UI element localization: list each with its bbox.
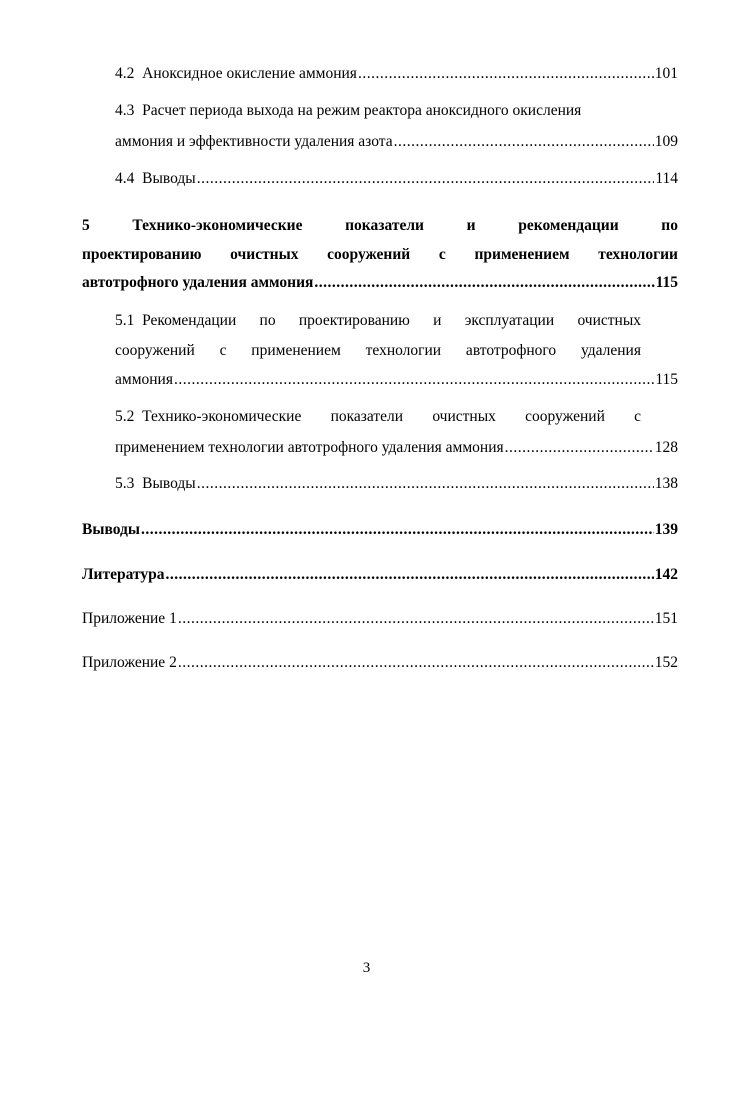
dot-leader: [165, 563, 653, 587]
toc-page-number: 128: [654, 439, 678, 456]
dot-leader: [197, 167, 655, 191]
toc-entry-title-line: применением технологии автотрофного удаления аммония: [115, 439, 504, 456]
toc-page-number: 151: [654, 610, 678, 627]
toc-entry-title-line: автотрофного удаления аммония: [82, 274, 314, 291]
toc-entry-number: 4.3: [115, 102, 135, 119]
toc-entry-number: 5.2: [115, 408, 135, 425]
toc-chapter-5-line-2: проектированию очистных сооружений с применением технологии: [82, 246, 678, 263]
page-number: 3: [362, 960, 371, 976]
dot-leader: [394, 130, 654, 154]
toc-page-number: 109: [654, 133, 678, 150]
toc-page-number: 152: [654, 654, 678, 671]
toc-entry-title-line: Рекомендации по проектированию и эксплуатации очистных: [142, 312, 641, 329]
toc-entry-number: 5.3: [115, 475, 135, 492]
toc-entry-5-2-line-2: [115, 436, 678, 460]
toc-entry-4-3-line-2: [115, 130, 678, 154]
toc-page-number: 138: [654, 475, 678, 492]
toc-entry-5-1-line-3: [115, 368, 678, 392]
toc-entry-title: Приложение 2: [82, 654, 177, 671]
dot-leader: [358, 62, 654, 86]
toc-entry-4-2: [115, 62, 678, 86]
toc-page-number: 115: [655, 274, 678, 291]
dot-leader: [141, 518, 654, 542]
toc-entry-appendix-2: [82, 651, 678, 675]
toc-entry-title: Выводы: [142, 475, 196, 492]
dot-leader: [197, 472, 654, 496]
toc-entry-number: 5.1: [115, 312, 135, 329]
toc-entry-conclusions: [82, 518, 678, 542]
toc-page-number: 114: [655, 170, 678, 187]
dot-leader: [178, 651, 654, 675]
toc-entry-appendix-1: [82, 607, 678, 631]
toc-entry-title: Литература: [82, 566, 165, 583]
toc-entry-literature: [82, 563, 678, 587]
toc-entry-4-4: [115, 167, 678, 191]
toc-entry-5-2-line-1: [115, 405, 641, 429]
toc-entry-5-1-line-2: сооружений с применением технологии автотрофного удаления: [115, 342, 641, 359]
toc-page-number: 115: [655, 371, 678, 388]
toc-entry-number: 4.2: [115, 65, 135, 82]
toc-entry-title: Аноксидное окисление аммония: [142, 65, 357, 82]
toc-entry-4-3-line-1: [115, 99, 678, 123]
dot-leader: [314, 271, 654, 295]
toc-entry-title-line: Расчет периода выхода на режим реактора аноксидного окисления: [142, 102, 582, 119]
toc-entry-title-line: аммония и эффективности удаления азота: [115, 133, 393, 150]
toc-entry-title: Выводы: [142, 170, 196, 187]
toc-page-number: 101: [654, 65, 678, 82]
toc-page-number: 142: [654, 566, 678, 583]
toc-entry-title-line: Технико-экономические показатели очистных сооружений с: [142, 408, 641, 425]
dot-leader: [174, 368, 654, 392]
toc-entry-title: Выводы: [82, 521, 140, 538]
toc-entry-5-3: [115, 472, 678, 496]
toc-entry-title-line: аммония: [115, 371, 173, 388]
toc-page-number: 139: [654, 521, 678, 538]
toc-entry-5-1-line-1: [115, 309, 641, 333]
toc-chapter-5-line-1: 5 Технико-экономические показатели и рекомендации по: [82, 217, 678, 234]
dot-leader: [178, 607, 654, 631]
toc-entry-number: 4.4: [115, 170, 135, 187]
toc-entry-title: Приложение 1: [82, 610, 177, 627]
toc-chapter-5-line-3: [82, 271, 678, 295]
dot-leader: [505, 436, 654, 460]
